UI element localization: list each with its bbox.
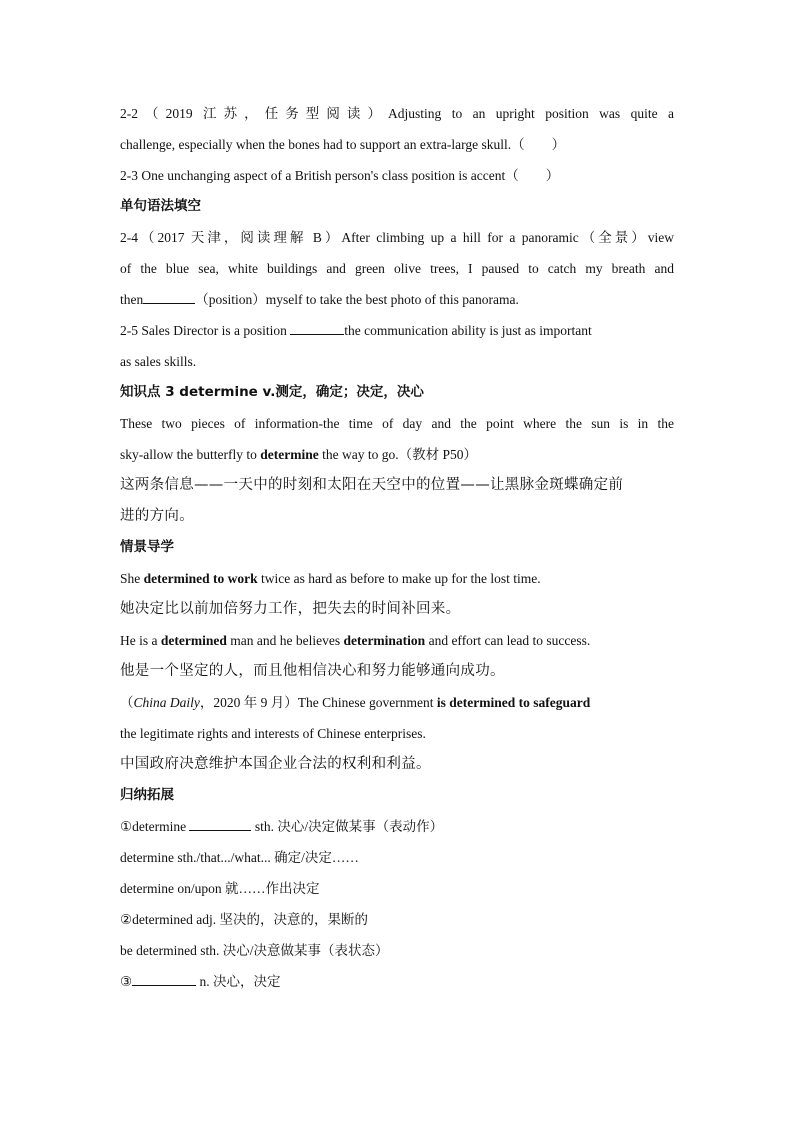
- text-run: 知识点 3 determine v.测定，确定；决定，决心: [120, 384, 424, 400]
- answer-blank: [290, 322, 344, 335]
- text-line-l17: [120, 594, 674, 625]
- answer-blank: [143, 291, 195, 304]
- text-run: be determined sth. 决心/决意做某事（表状态）: [120, 943, 389, 958]
- text-run: 这两条信息——一天中的时刻和太阳在天空中的位置——让黑脉金斑蝶确定前: [120, 477, 624, 493]
- answer-blank: [132, 973, 196, 986]
- text-line-l23: [120, 780, 674, 811]
- text-line-l29: [120, 966, 674, 997]
- text-line-l10: [120, 377, 674, 408]
- text-line-l16: [120, 563, 674, 594]
- text-line-l19: [120, 656, 674, 687]
- bold-keyword: determined to work: [143, 571, 258, 586]
- bold-keyword: is determined to safeguard: [436, 695, 591, 710]
- bold-keyword: determination: [343, 633, 426, 648]
- text-run: then: [120, 292, 144, 307]
- text-run: twice as hard as before to make up for the lost time.: [257, 571, 541, 586]
- text-line-l22: [120, 749, 674, 780]
- text-run: sky-allow the butterfly to: [120, 447, 261, 462]
- text-line-l1: [120, 98, 674, 129]
- text-line-l20: [120, 687, 674, 718]
- text-run: He is a: [120, 633, 161, 648]
- text-run: n. 决心，决定: [196, 974, 281, 989]
- text-run: （position）myself to take the best photo of this panorama.: [195, 292, 519, 307]
- text-run: the legitimate rights and interests of Chinese enterprises.: [120, 726, 426, 741]
- text-line-l11: [120, 408, 674, 439]
- text-line-l9: [120, 346, 674, 377]
- text-run: （: [120, 695, 134, 710]
- text-line-l26: [120, 873, 674, 904]
- text-run: man and he believes: [226, 633, 344, 648]
- text-run: sth. 决心/决定做某事（表动作）: [251, 819, 444, 834]
- text-line-l14: [120, 501, 674, 532]
- text-line-l21: [120, 718, 674, 749]
- text-line-l12: [120, 439, 674, 470]
- text-line-l13: [120, 470, 674, 501]
- italic-source: China Daily: [133, 695, 200, 710]
- text-run: ，2020 年 9 月）The Chinese government: [199, 695, 437, 710]
- document-page: [120, 98, 674, 997]
- bold-keyword: determine: [260, 447, 319, 462]
- text-run: 2-4（2017 天津，阅读理解 B）After climbing up a hill for a panoramic（全景）view: [120, 230, 674, 245]
- bold-keyword: determined: [160, 633, 227, 648]
- text-line-l5: [120, 222, 674, 253]
- text-run: 归纳拓展: [120, 787, 174, 803]
- text-line-l18: [120, 625, 674, 656]
- text-line-l2: [120, 129, 674, 160]
- text-line-l4: [120, 191, 674, 222]
- answer-blank: [189, 818, 251, 831]
- text-run: determine sth./that.../what... 确定/决定……: [120, 850, 359, 865]
- text-run: the way to go.（教材 P50）: [318, 447, 477, 462]
- text-line-l6: [120, 253, 674, 284]
- text-line-l25: [120, 842, 674, 873]
- text-line-l24: [120, 811, 674, 842]
- text-run: 2-2（2019 江苏，任务型阅读）Adjusting to an upright position was quite a: [120, 106, 674, 121]
- text-line-l3: [120, 160, 674, 191]
- text-run: the communication ability is just as important: [344, 323, 592, 338]
- text-line-l7: [120, 284, 674, 315]
- text-run: determine on/upon 就……作出决定: [120, 881, 320, 896]
- text-run: 2-3 One unchanging aspect of a British person's class position is accent（ ）: [120, 168, 560, 183]
- text-run: These two pieces of information-the time of day and the point where the sun is in the: [120, 416, 674, 431]
- text-run: 情景导学: [120, 539, 174, 555]
- text-line-l8: [120, 315, 674, 346]
- text-line-l27: [120, 904, 674, 935]
- text-line-l15: [120, 532, 674, 563]
- text-run: 进的方向。: [120, 508, 194, 524]
- text-run: ①determine: [120, 819, 190, 834]
- text-run: 中国政府决意维护本国企业合法的权利和利益。: [120, 756, 431, 772]
- text-run: of the blue sea, white buildings and green olive trees, I paused to catch my breath and: [120, 261, 674, 276]
- text-run: challenge, especially when the bones had to support an extra-large skull.（ ）: [120, 137, 566, 152]
- text-run: ②determined adj. 坚决的，决意的，果断的: [120, 912, 368, 927]
- text-run: She: [120, 571, 144, 586]
- text-line-l28: [120, 935, 674, 966]
- text-run: 2-5 Sales Director is a position: [120, 323, 291, 338]
- text-run: as sales skills.: [120, 354, 197, 369]
- text-run: and effort can lead to success.: [425, 633, 591, 648]
- text-run: 他是一个坚定的人，而且他相信决心和努力能够通向成功。: [120, 663, 505, 679]
- text-run: 单句语法填空: [120, 198, 201, 214]
- text-run: ③: [120, 974, 133, 989]
- text-run: 她决定比以前加倍努力工作，把失去的时间补回来。: [120, 601, 461, 617]
